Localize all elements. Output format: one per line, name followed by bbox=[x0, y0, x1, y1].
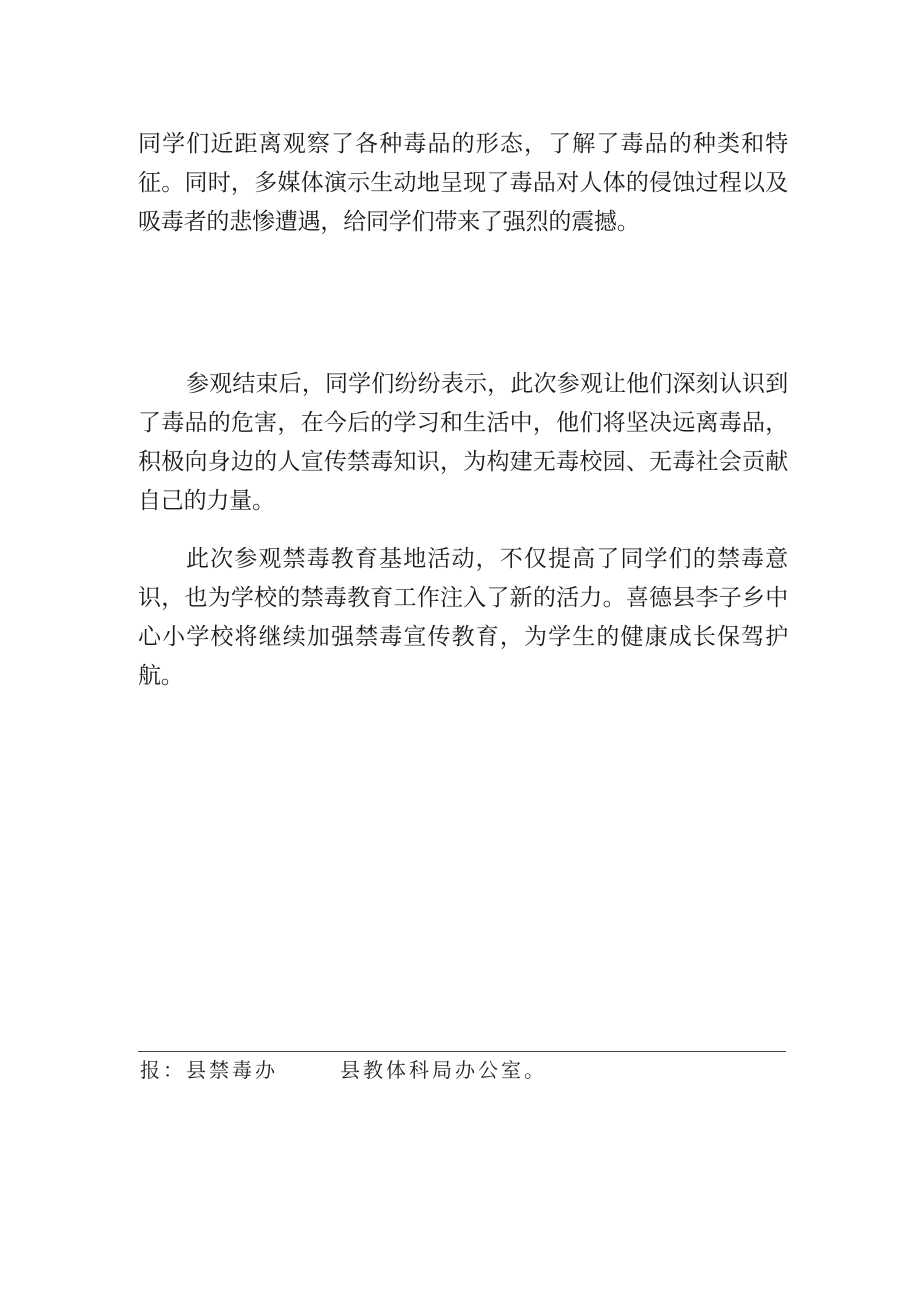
footer-divider bbox=[138, 1051, 786, 1052]
report-recipients-line bbox=[140, 1056, 547, 1084]
report-recipient-1: 报：县禁毒办 bbox=[140, 1058, 278, 1082]
report-recipient-2: 县教体科局办公室。 bbox=[340, 1058, 547, 1082]
paragraph-conclusion: 此次参观禁毒教育基地活动，不仅提高了同学们的禁毒意识，也为学校的禁毒教育工作注入了新的活力。喜德县李子乡中心小学校将继续加强禁毒宣传教育，为学生的健康成长保驾护航。 bbox=[138, 546, 788, 689]
paragraph-after-visit: 参观结束后，同学们纷纷表示，此次参观让他们深刻认识到了毒品的危害，在今后的学习和生活中，他们将坚决远离毒品，积极向身边的人宣传禁毒知识，为构建无毒校园、无毒社会贡献自己的力量。 bbox=[138, 371, 788, 514]
paragraph-observation: 同学们近距离观察了各种毒品的形态，了解了毒品的种类和特征。同时，多媒体演示生动地呈现了毒品对人体的侵蚀过程以及吸毒者的悲惨遭遇，给同学们带来了强烈的震撼。 bbox=[138, 131, 788, 235]
